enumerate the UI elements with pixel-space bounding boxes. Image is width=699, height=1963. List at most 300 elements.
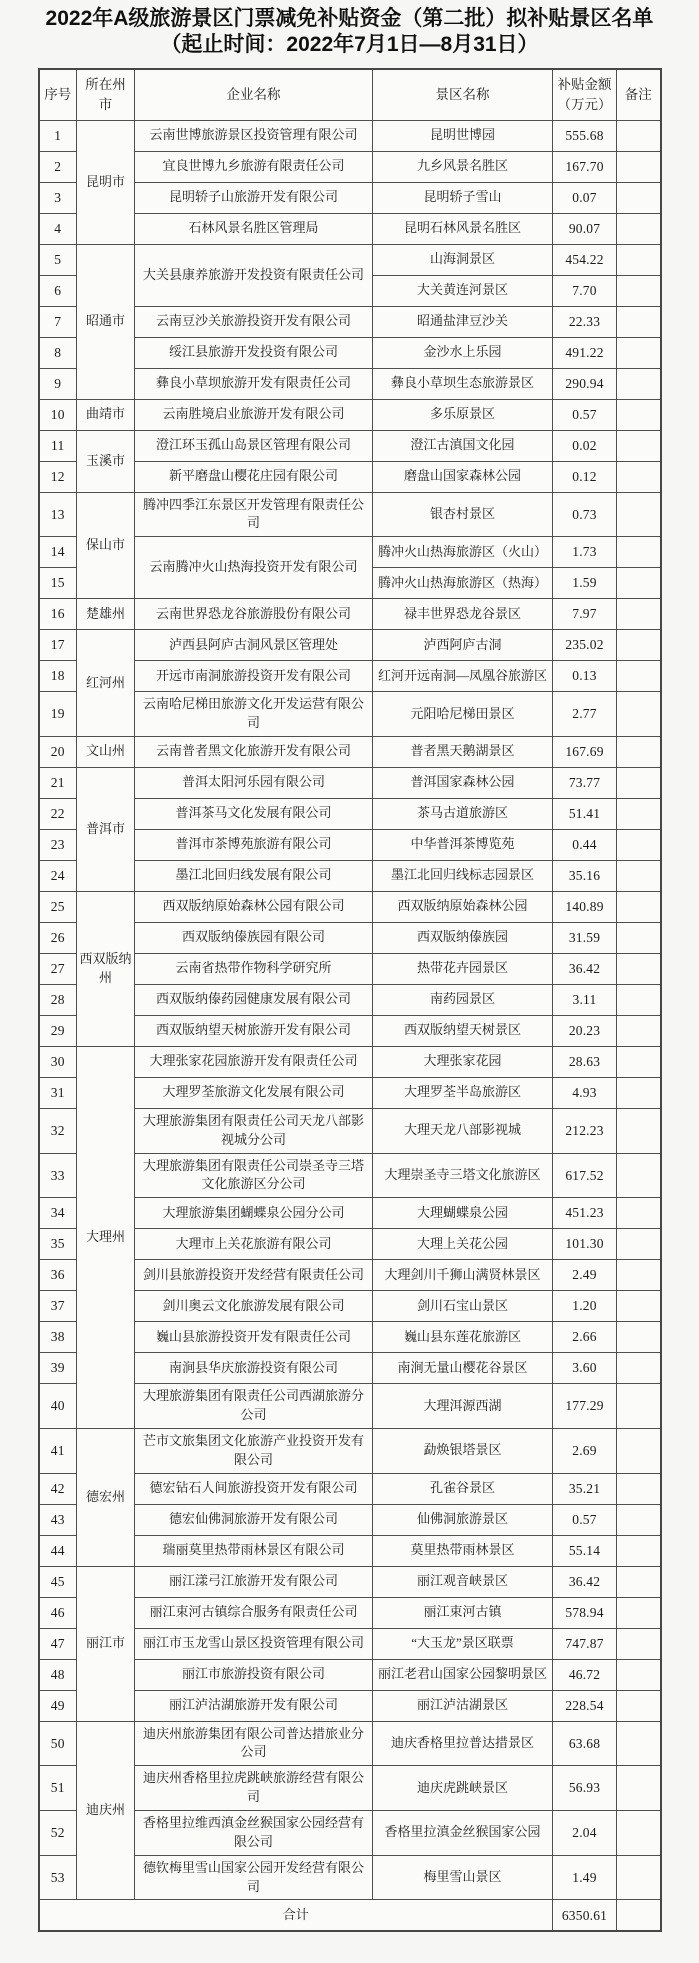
- company-cell: 巍山县旅游投资开发有限责任公司: [135, 1322, 373, 1353]
- scenic-cell: 西双版纳原始森林公园: [373, 891, 553, 922]
- scenic-cell: 西双版纳望天树景区: [373, 1015, 553, 1046]
- company-cell: 大理罗荃旅游文化发展有限公司: [135, 1077, 373, 1108]
- company-cell: 墨江北回归线发展有限公司: [135, 860, 373, 891]
- serial-cell: 1: [39, 120, 77, 151]
- amount-cell: 0.73: [553, 492, 617, 537]
- scenic-cell: 红河开远南洞—凤凰谷旅游区: [373, 661, 553, 692]
- company-cell: 剑川奥云文化旅游发展有限公司: [135, 1291, 373, 1322]
- note-cell: [617, 399, 661, 430]
- serial-cell: 46: [39, 1597, 77, 1628]
- company-cell: 普洱市茶博苑旅游有限公司: [135, 829, 373, 860]
- scenic-cell: 普洱国家森林公园: [373, 767, 553, 798]
- amount-cell: 51.41: [553, 798, 617, 829]
- serial-cell: 26: [39, 922, 77, 953]
- city-cell: 曲靖市: [77, 399, 135, 430]
- company-cell: 绥江县旅游开发投资有限公司: [135, 337, 373, 368]
- serial-cell: 27: [39, 953, 77, 984]
- note-cell: [617, 1597, 661, 1628]
- amount-cell: 73.77: [553, 767, 617, 798]
- company-cell: 西双版纳原始森林公园有限公司: [135, 891, 373, 922]
- title-line-2: （起止时间：2022年7月1日—8月31日）: [160, 33, 539, 57]
- scenic-cell: 西双版纳傣族园: [373, 922, 553, 953]
- company-cell: 丽江市旅游投资有限公司: [135, 1659, 373, 1690]
- serial-cell: 48: [39, 1659, 77, 1690]
- amount-cell: 617.52: [553, 1153, 617, 1198]
- company-cell: 腾冲四季江东景区开发管理有限责任公司: [135, 492, 373, 537]
- note-cell: [617, 1428, 661, 1473]
- company-cell: 云南豆沙关旅游投资开发有限公司: [135, 306, 373, 337]
- note-cell: [617, 767, 661, 798]
- serial-cell: 6: [39, 275, 77, 306]
- amount-cell: 36.42: [553, 1566, 617, 1597]
- amount-cell: 228.54: [553, 1690, 617, 1721]
- amount-cell: 451.23: [553, 1198, 617, 1229]
- scenic-cell: 大理崇圣寺三塔文化旅游区: [373, 1153, 553, 1198]
- serial-cell: 19: [39, 692, 77, 737]
- scenic-cell: 丽江观音峡景区: [373, 1566, 553, 1597]
- note-cell: [617, 568, 661, 599]
- scenic-cell: 澄江古滇国文化园: [373, 430, 553, 461]
- note-cell: [617, 213, 661, 244]
- company-cell: 西双版纳傣族园有限公司: [135, 922, 373, 953]
- header-scenic: 景区名称: [373, 69, 553, 121]
- scenic-cell: 巍山县东莲花旅游区: [373, 1322, 553, 1353]
- company-cell: 普洱茶马文化发展有限公司: [135, 798, 373, 829]
- amount-cell: 90.07: [553, 213, 617, 244]
- scenic-cell: 大理张家花园: [373, 1046, 553, 1077]
- scenic-cell: 大理罗荃半岛旅游区: [373, 1077, 553, 1108]
- total-amount-cell: 6350.61: [553, 1900, 617, 1932]
- company-cell: 昆明轿子山旅游开发有限公司: [135, 182, 373, 213]
- company-cell: 丽江束河古镇综合服务有限责任公司: [135, 1597, 373, 1628]
- subsidy-table: [38, 68, 662, 1933]
- amount-cell: 290.94: [553, 368, 617, 399]
- scenic-cell: 仙佛洞旅游景区: [373, 1504, 553, 1535]
- header-serial: 序号: [39, 69, 77, 121]
- note-cell: [617, 798, 661, 829]
- serial-cell: 53: [39, 1855, 77, 1900]
- amount-cell: 454.22: [553, 244, 617, 275]
- amount-cell: 0.13: [553, 661, 617, 692]
- serial-cell: 11: [39, 430, 77, 461]
- amount-cell: 20.23: [553, 1015, 617, 1046]
- table-row: [39, 244, 661, 275]
- table-row: [39, 630, 661, 661]
- serial-cell: 38: [39, 1322, 77, 1353]
- note-cell: [617, 275, 661, 306]
- serial-cell: 3: [39, 182, 77, 213]
- table-row: [39, 767, 661, 798]
- amount-cell: 2.49: [553, 1260, 617, 1291]
- company-cell: 石林风景名胜区管理局: [135, 213, 373, 244]
- scenic-cell: 迪庆虎跳峡景区: [373, 1766, 553, 1811]
- company-cell: 普洱太阳河乐园有限公司: [135, 767, 373, 798]
- table-row: [39, 430, 661, 461]
- note-cell: [617, 692, 661, 737]
- scenic-cell: 山海洞景区: [373, 244, 553, 275]
- note-cell: [617, 1504, 661, 1535]
- amount-cell: 3.60: [553, 1353, 617, 1384]
- amount-cell: 63.68: [553, 1721, 617, 1766]
- note-cell: [617, 1855, 661, 1900]
- serial-cell: 20: [39, 736, 77, 767]
- amount-cell: 2.04: [553, 1811, 617, 1856]
- amount-cell: 31.59: [553, 922, 617, 953]
- company-cell: 南涧县华庆旅游投资有限公司: [135, 1353, 373, 1384]
- company-cell: 芒市文旅集团文化旅游产业投资开发有限公司: [135, 1428, 373, 1473]
- note-cell: [617, 1535, 661, 1566]
- note-cell: [617, 337, 661, 368]
- scenic-cell: 银杏村景区: [373, 492, 553, 537]
- note-cell: [617, 244, 661, 275]
- amount-cell: 35.16: [553, 860, 617, 891]
- serial-cell: 15: [39, 568, 77, 599]
- note-cell: [617, 1198, 661, 1229]
- note-cell: [617, 1766, 661, 1811]
- note-cell: [617, 537, 661, 568]
- scenic-cell: 丽江泸沽湖景区: [373, 1690, 553, 1721]
- table-body: [39, 120, 661, 1900]
- amount-cell: 55.14: [553, 1535, 617, 1566]
- company-cell: 德宏仙佛洞旅游开发有限公司: [135, 1504, 373, 1535]
- amount-cell: 140.89: [553, 891, 617, 922]
- serial-cell: 5: [39, 244, 77, 275]
- serial-cell: 33: [39, 1153, 77, 1198]
- serial-cell: 36: [39, 1260, 77, 1291]
- company-cell: 新平磨盘山樱花庄园有限公司: [135, 461, 373, 492]
- table-header: [39, 69, 661, 121]
- company-cell: 大理市上关花旅游有限公司: [135, 1229, 373, 1260]
- city-cell: 保山市: [77, 492, 135, 599]
- company-cell: 澄江环玉孤山岛景区管理有限公司: [135, 430, 373, 461]
- note-cell: [617, 306, 661, 337]
- amount-cell: 167.70: [553, 151, 617, 182]
- amount-cell: 46.72: [553, 1659, 617, 1690]
- serial-cell: 8: [39, 337, 77, 368]
- company-cell: 泸西县阿庐古洞风景区管理处: [135, 630, 373, 661]
- amount-cell: 1.59: [553, 568, 617, 599]
- company-cell: 大理旅游集团有限责任公司崇圣寺三塔文化旅游区分公司: [135, 1153, 373, 1198]
- serial-cell: 4: [39, 213, 77, 244]
- amount-cell: 1.73: [553, 537, 617, 568]
- scenic-cell: 大关黄连河景区: [373, 275, 553, 306]
- amount-cell: 56.93: [553, 1766, 617, 1811]
- scenic-cell: 腾冲火山热海旅游区（热海）: [373, 568, 553, 599]
- amount-cell: 1.49: [553, 1855, 617, 1900]
- total-row: [39, 1900, 661, 1932]
- scenic-cell: 普者黑天鹅湖景区: [373, 736, 553, 767]
- serial-cell: 23: [39, 829, 77, 860]
- amount-cell: 491.22: [553, 337, 617, 368]
- serial-cell: 32: [39, 1108, 77, 1153]
- serial-cell: 10: [39, 399, 77, 430]
- total-note-cell: [617, 1900, 661, 1932]
- page-title: [20, 6, 680, 59]
- scenic-cell: 剑川石宝山景区: [373, 1291, 553, 1322]
- serial-cell: 12: [39, 461, 77, 492]
- table-footer: [39, 1900, 661, 1932]
- note-cell: [617, 891, 661, 922]
- serial-cell: 24: [39, 860, 77, 891]
- company-cell: 云南哈尼梯田旅游文化开发运营有限公司: [135, 692, 373, 737]
- serial-cell: 18: [39, 661, 77, 692]
- note-cell: [617, 829, 661, 860]
- company-cell: 云南腾冲火山热海投资开发有限公司: [135, 537, 373, 599]
- scenic-cell: 中华普洱茶博览苑: [373, 829, 553, 860]
- city-cell: 楚雄州: [77, 599, 135, 630]
- amount-cell: 0.57: [553, 399, 617, 430]
- company-cell: 香格里拉维西滇金丝猴国家公园经营有限公司: [135, 1811, 373, 1856]
- amount-cell: 1.20: [553, 1291, 617, 1322]
- note-cell: [617, 1690, 661, 1721]
- company-cell: 西双版纳傣药园健康发展有限公司: [135, 984, 373, 1015]
- serial-cell: 34: [39, 1198, 77, 1229]
- amount-cell: 0.44: [553, 829, 617, 860]
- note-cell: [617, 120, 661, 151]
- note-cell: [617, 1811, 661, 1856]
- table-row: [39, 120, 661, 151]
- serial-cell: 21: [39, 767, 77, 798]
- company-cell: 云南省热带作物科学研究所: [135, 953, 373, 984]
- company-cell: 云南胜境启业旅游开发有限公司: [135, 399, 373, 430]
- serial-cell: 43: [39, 1504, 77, 1535]
- note-cell: [617, 182, 661, 213]
- table-row: [39, 1428, 661, 1473]
- scenic-cell: 南涧无量山樱花谷景区: [373, 1353, 553, 1384]
- company-cell: 大理张家花园旅游开发有限责任公司: [135, 1046, 373, 1077]
- company-cell: 丽江漾弓江旅游开发有限公司: [135, 1566, 373, 1597]
- table-row: [39, 1566, 661, 1597]
- serial-cell: 44: [39, 1535, 77, 1566]
- city-cell: 普洱市: [77, 767, 135, 891]
- company-cell: 丽江市玉龙雪山景区投资管理有限公司: [135, 1628, 373, 1659]
- scenic-cell: 金沙水上乐园: [373, 337, 553, 368]
- note-cell: [617, 151, 661, 182]
- city-cell: 文山州: [77, 736, 135, 767]
- city-cell: 丽江市: [77, 1566, 135, 1721]
- scenic-cell: 南药园景区: [373, 984, 553, 1015]
- table-row: [39, 1721, 661, 1766]
- scenic-cell: 昆明世博园: [373, 120, 553, 151]
- title-line-1: 2022年A级旅游景区门票减免补贴资金（第二批）拟补贴景区名单: [45, 7, 654, 30]
- table-row: [39, 736, 661, 767]
- serial-cell: 7: [39, 306, 77, 337]
- scenic-cell: 大理蝴蝶泉公园: [373, 1198, 553, 1229]
- scenic-cell: 大理天龙八部影视城: [373, 1108, 553, 1153]
- scenic-cell: 泸西阿庐古洞: [373, 630, 553, 661]
- note-cell: [617, 953, 661, 984]
- note-cell: [617, 1473, 661, 1504]
- company-cell: 云南世博旅游景区投资管理有限公司: [135, 120, 373, 151]
- amount-cell: 28.63: [553, 1046, 617, 1077]
- amount-cell: 2.77: [553, 692, 617, 737]
- amount-cell: 2.66: [553, 1322, 617, 1353]
- table-row: [39, 399, 661, 430]
- scenic-cell: 多乐原景区: [373, 399, 553, 430]
- scenic-cell: 热带花卉园景区: [373, 953, 553, 984]
- note-cell: [617, 661, 661, 692]
- serial-cell: 9: [39, 368, 77, 399]
- amount-cell: 36.42: [553, 953, 617, 984]
- note-cell: [617, 1077, 661, 1108]
- city-cell: 德宏州: [77, 1428, 135, 1566]
- table-row: [39, 492, 661, 537]
- amount-cell: 0.07: [553, 182, 617, 213]
- note-cell: [617, 1566, 661, 1597]
- serial-cell: 29: [39, 1015, 77, 1046]
- city-cell: 红河州: [77, 630, 135, 737]
- scenic-cell: 腾冲火山热海旅游区（火山）: [373, 537, 553, 568]
- scenic-cell: 莫里热带雨林景区: [373, 1535, 553, 1566]
- serial-cell: 50: [39, 1721, 77, 1766]
- header-note: 备注: [617, 69, 661, 121]
- note-cell: [617, 368, 661, 399]
- scenic-cell: 磨盘山国家森林公园: [373, 461, 553, 492]
- company-cell: 大理旅游集团蝴蝶泉公园分公司: [135, 1198, 373, 1229]
- amount-cell: 555.68: [553, 120, 617, 151]
- note-cell: [617, 1628, 661, 1659]
- scenic-cell: 勐焕银塔景区: [373, 1428, 553, 1473]
- scenic-cell: 大理洱源西湖: [373, 1384, 553, 1429]
- note-cell: [617, 599, 661, 630]
- amount-cell: 177.29: [553, 1384, 617, 1429]
- scenic-cell: 迪庆香格里拉普达措景区: [373, 1721, 553, 1766]
- company-cell: 丽江泸沽湖旅游开发有限公司: [135, 1690, 373, 1721]
- scenic-cell: 元阳哈尼梯田景区: [373, 692, 553, 737]
- amount-cell: 235.02: [553, 630, 617, 661]
- note-cell: [617, 736, 661, 767]
- total-label-cell: 合计: [39, 1900, 553, 1932]
- scenic-cell: 昆明石林风景名胜区: [373, 213, 553, 244]
- company-cell: 大关县康养旅游开发投资有限责任公司: [135, 244, 373, 306]
- note-cell: [617, 430, 661, 461]
- note-cell: [617, 1721, 661, 1766]
- header-company: 企业名称: [135, 69, 373, 121]
- serial-cell: 13: [39, 492, 77, 537]
- scenic-cell: 九乡风景名胜区: [373, 151, 553, 182]
- company-cell: 云南世界恐龙谷旅游股份有限公司: [135, 599, 373, 630]
- serial-cell: 52: [39, 1811, 77, 1856]
- note-cell: [617, 1108, 661, 1153]
- scenic-cell: 香格里拉滇金丝猴国家公园: [373, 1811, 553, 1856]
- amount-cell: 101.30: [553, 1229, 617, 1260]
- company-cell: 大理旅游集团有限责任公司西湖旅游分公司: [135, 1384, 373, 1429]
- company-cell: 云南普者黑文化旅游开发有限公司: [135, 736, 373, 767]
- serial-cell: 16: [39, 599, 77, 630]
- serial-cell: 17: [39, 630, 77, 661]
- city-cell: 昭通市: [77, 244, 135, 399]
- company-cell: 迪庆州香格里拉虎跳峡旅游经营有限公司: [135, 1766, 373, 1811]
- table-row: [39, 1046, 661, 1077]
- note-cell: [617, 984, 661, 1015]
- company-cell: 彝良小草坝旅游开发有限责任公司: [135, 368, 373, 399]
- amount-cell: 35.21: [553, 1473, 617, 1504]
- serial-cell: 39: [39, 1353, 77, 1384]
- scenic-cell: 大理剑川千狮山满贤林景区: [373, 1260, 553, 1291]
- scenic-cell: 昆明轿子雪山: [373, 182, 553, 213]
- serial-cell: 41: [39, 1428, 77, 1473]
- serial-cell: 42: [39, 1473, 77, 1504]
- note-cell: [617, 922, 661, 953]
- scenic-cell: 梅里雪山景区: [373, 1855, 553, 1900]
- serial-cell: 40: [39, 1384, 77, 1429]
- amount-cell: 578.94: [553, 1597, 617, 1628]
- note-cell: [617, 630, 661, 661]
- city-cell: 昆明市: [77, 120, 135, 244]
- note-cell: [617, 1153, 661, 1198]
- amount-cell: 747.87: [553, 1628, 617, 1659]
- company-cell: 剑川县旅游投资开发经营有限责任公司: [135, 1260, 373, 1291]
- scenic-cell: 墨江北回归线标志园景区: [373, 860, 553, 891]
- serial-cell: 28: [39, 984, 77, 1015]
- city-cell: 西双版纳州: [77, 891, 135, 1046]
- amount-cell: 22.33: [553, 306, 617, 337]
- amount-cell: 0.12: [553, 461, 617, 492]
- note-cell: [617, 492, 661, 537]
- note-cell: [617, 1322, 661, 1353]
- serial-cell: 2: [39, 151, 77, 182]
- header-row: [39, 69, 661, 121]
- amount-cell: 0.57: [553, 1504, 617, 1535]
- serial-cell: 31: [39, 1077, 77, 1108]
- serial-cell: 30: [39, 1046, 77, 1077]
- serial-cell: 37: [39, 1291, 77, 1322]
- header-city: 所在州市: [77, 69, 135, 121]
- serial-cell: 49: [39, 1690, 77, 1721]
- note-cell: [617, 1046, 661, 1077]
- note-cell: [617, 860, 661, 891]
- serial-cell: 22: [39, 798, 77, 829]
- amount-cell: 167.69: [553, 736, 617, 767]
- scenic-cell: 丽江老君山国家公园黎明景区: [373, 1659, 553, 1690]
- note-cell: [617, 461, 661, 492]
- amount-cell: 212.23: [553, 1108, 617, 1153]
- amount-cell: 3.11: [553, 984, 617, 1015]
- amount-cell: 4.93: [553, 1077, 617, 1108]
- amount-cell: 2.69: [553, 1428, 617, 1473]
- note-cell: [617, 1353, 661, 1384]
- note-cell: [617, 1659, 661, 1690]
- amount-cell: 0.02: [553, 430, 617, 461]
- city-cell: 大理州: [77, 1046, 135, 1428]
- note-cell: [617, 1384, 661, 1429]
- scenic-cell: 丽江束河古镇: [373, 1597, 553, 1628]
- scenic-cell: 彝良小草坝生态旅游景区: [373, 368, 553, 399]
- company-cell: 西双版纳望天树旅游开发有限公司: [135, 1015, 373, 1046]
- scenic-cell: “大玉龙”景区联票: [373, 1628, 553, 1659]
- company-cell: 瑞丽莫里热带雨林景区有限公司: [135, 1535, 373, 1566]
- scenic-cell: 孔雀谷景区: [373, 1473, 553, 1504]
- note-cell: [617, 1291, 661, 1322]
- city-cell: 迪庆州: [77, 1721, 135, 1900]
- serial-cell: 51: [39, 1766, 77, 1811]
- company-cell: 开远市南洞旅游投资开发有限公司: [135, 661, 373, 692]
- note-cell: [617, 1260, 661, 1291]
- scenic-cell: 昭通盐津豆沙关: [373, 306, 553, 337]
- company-cell: 德钦梅里雪山国家公园开发经营有限公司: [135, 1855, 373, 1900]
- note-cell: [617, 1229, 661, 1260]
- company-cell: 迪庆州旅游集团有限公司普达措旅业分公司: [135, 1721, 373, 1766]
- amount-cell: 7.97: [553, 599, 617, 630]
- city-cell: 玉溪市: [77, 430, 135, 492]
- serial-cell: 47: [39, 1628, 77, 1659]
- serial-cell: 35: [39, 1229, 77, 1260]
- note-cell: [617, 1015, 661, 1046]
- header-amount: 补贴金额（万元）: [553, 69, 617, 121]
- table-row: [39, 599, 661, 630]
- scenic-cell: 大理上关花公园: [373, 1229, 553, 1260]
- scenic-cell: 禄丰世界恐龙谷景区: [373, 599, 553, 630]
